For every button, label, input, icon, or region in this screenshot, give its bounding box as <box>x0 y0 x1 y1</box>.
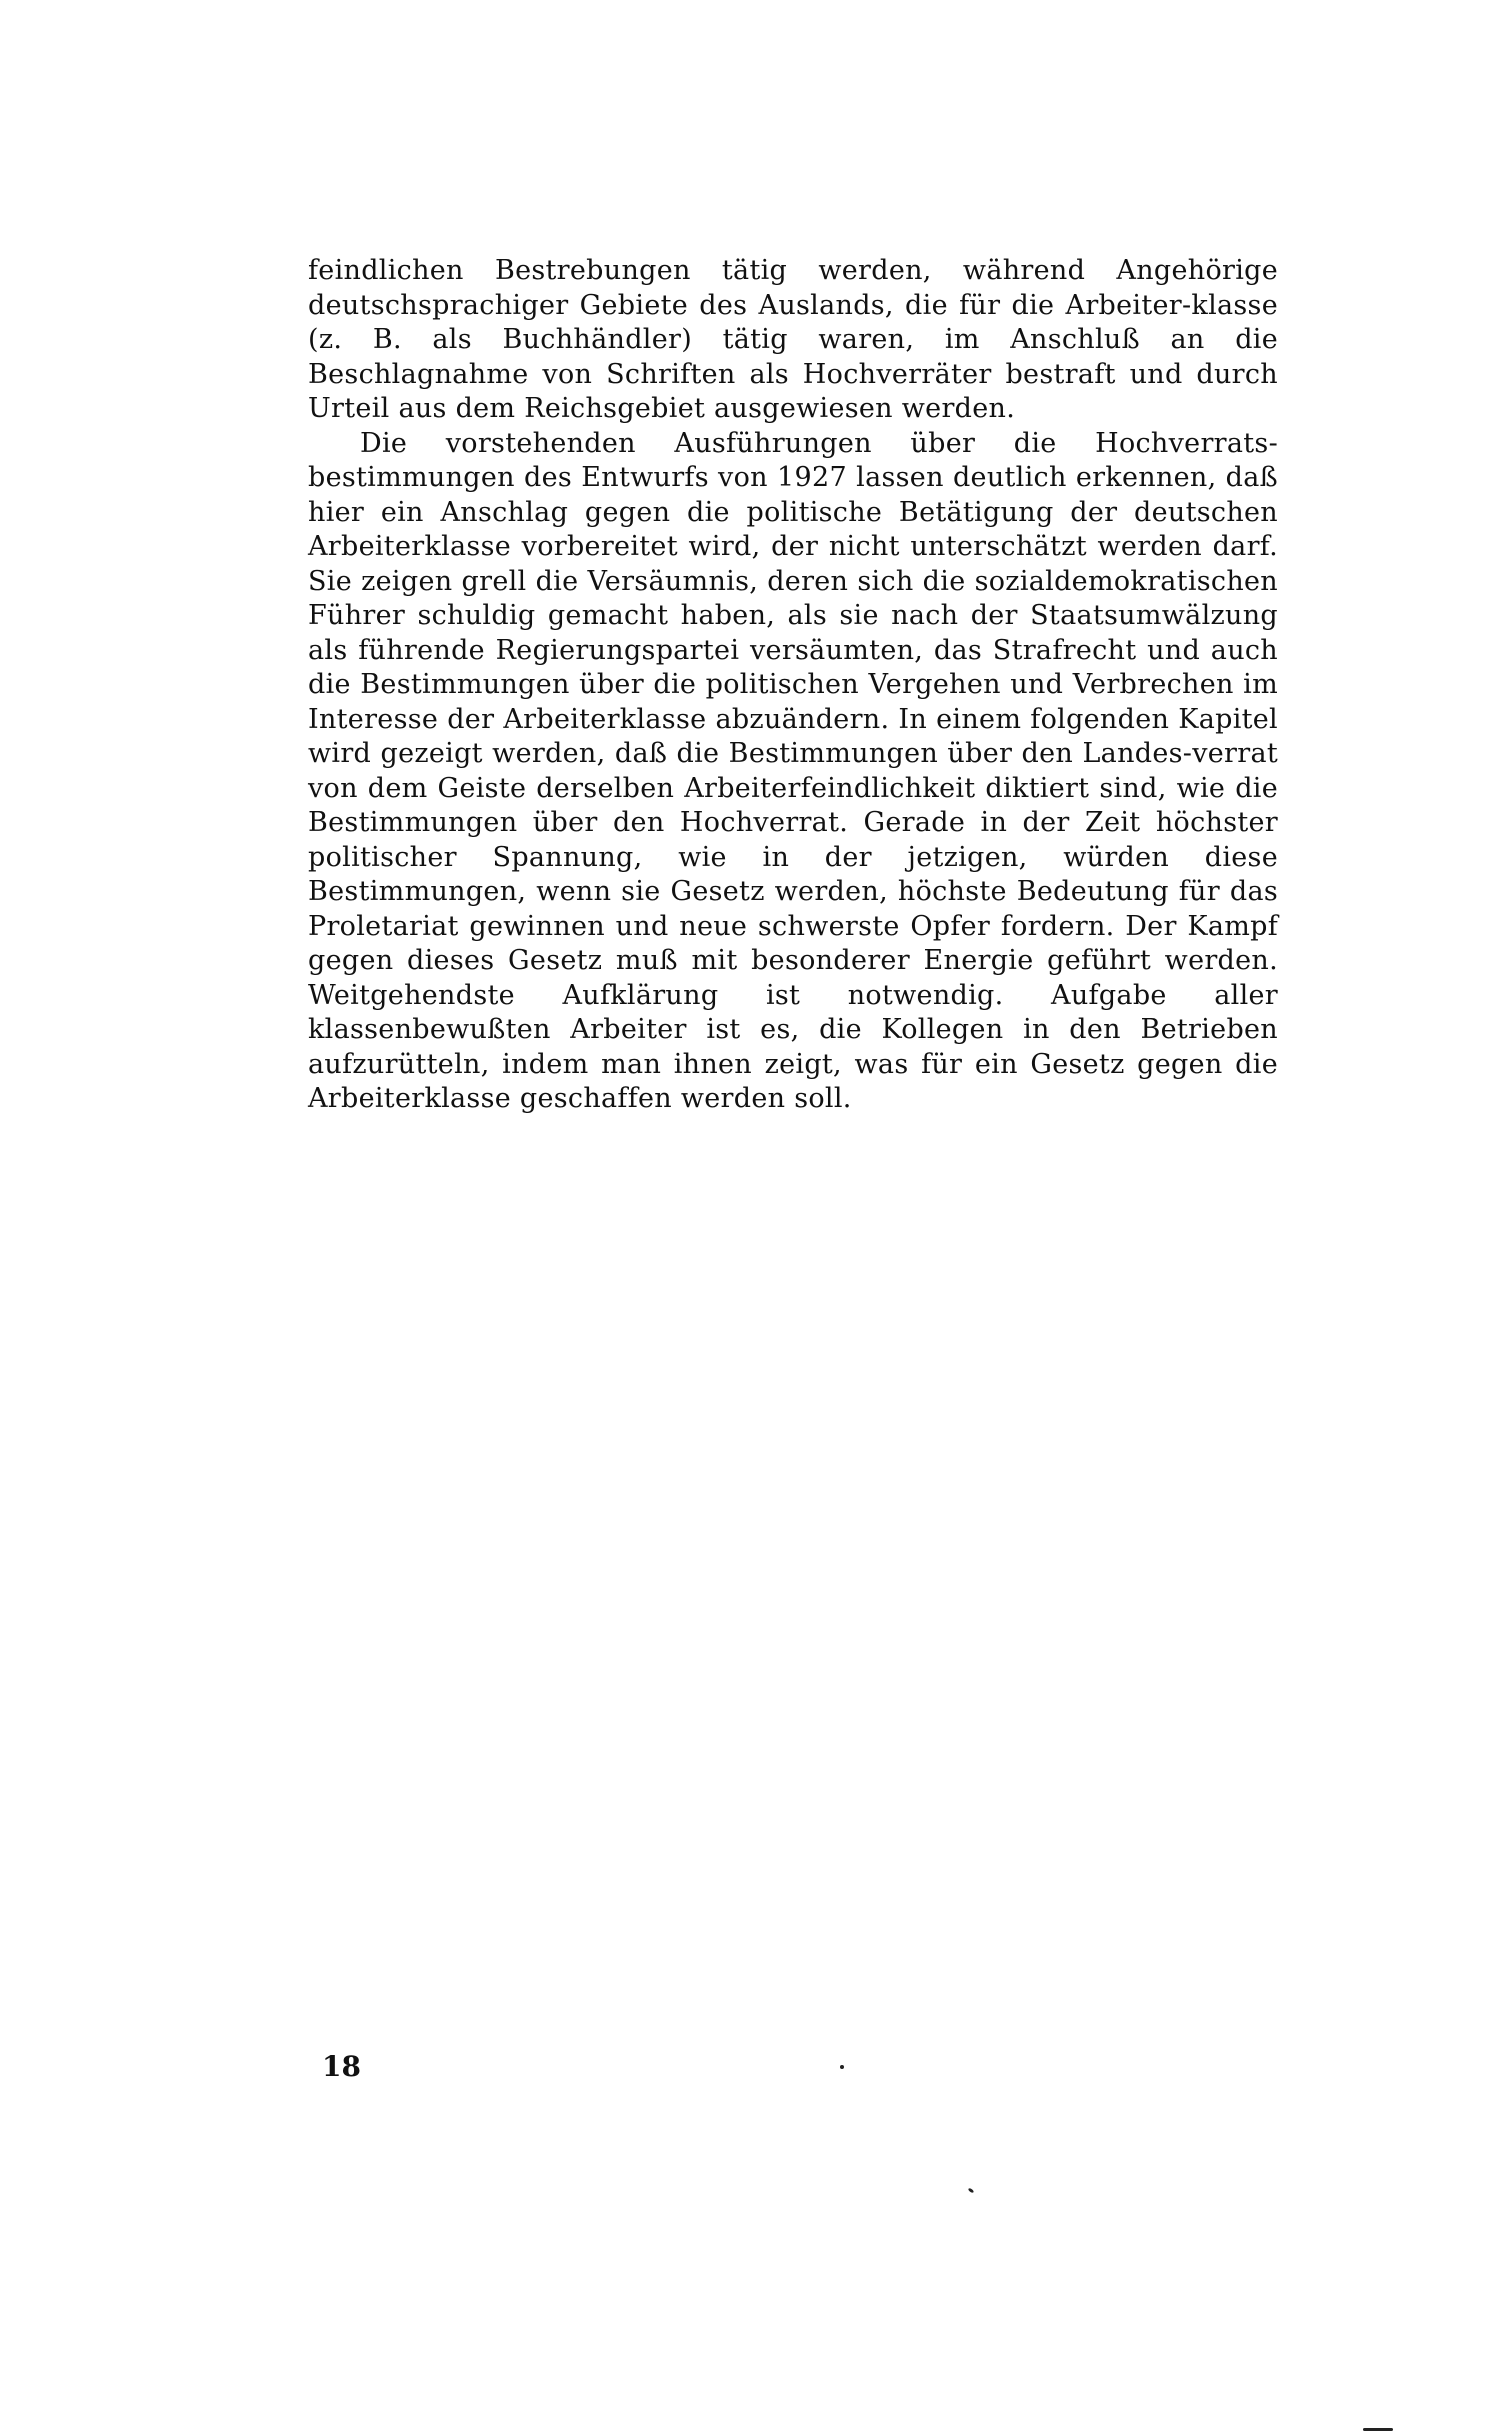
paragraph-continued: feindlichen Bestrebungen tätig werden, während Angehörige deutschsprachiger Gebiete des Auslands, die für die Arbeiter-klasse (z. B. als Buchhändler) tätig waren, im Anschluß an die Beschlagnahme von Schriften als Hochverräter bestraft und durch Urteil aus dem Reichsgebiet ausgewiesen werden. <box>308 255 1278 424</box>
scan-speck <box>840 2065 844 2069</box>
scan-mark <box>1363 2428 1393 2431</box>
page-number: 18 <box>322 2050 361 2083</box>
scan-speck <box>968 2188 975 2194</box>
body-text <box>308 254 1278 1117</box>
paragraph-main: Die vorstehenden Ausführungen über die Hochverrats-bestimmungen des Entwurfs von 1927 lassen deutlich erkennen, daß hier ein Anschlag gegen die politische Betätigung der deutschen Arbeiterklasse vorbereitet wird, der nicht unterschätzt werden darf. Sie zeigen grell die Versäumnis, deren sich die sozialdemokratischen Führer schuldig gemacht haben, als sie nach der Staatsumwälzung als führende Regierungspartei versäumten, das Strafrecht und auch die Bestimmungen über die politischen Vergehen und Verbrechen im Interesse der Arbeiterklasse abzuändern. In einem folgenden Kapitel wird gezeigt werden, daß die Bestimmungen über den Landes-verrat von dem Geiste derselben Arbeiterfeindlichkeit diktiert sind, wie die Bestimmungen über den Hochverrat. Gerade in der Zeit höchster politischer Spannung, wie in der jetzigen, würden diese Bestimmungen, wenn sie Gesetz werden, höchste Bedeutung für das Proletariat gewinnen und neue schwerste Opfer fordern. Der Kampf gegen dieses Gesetz muß mit besonderer Energie geführt werden. Weitgehendste Aufklärung ist notwendig. Aufgabe aller klassenbewußten Arbeiter ist es, die Kollegen in den Betrieben aufzurütteln, indem man ihnen zeigt, was für ein Gesetz gegen die Arbeiterklasse geschaffen werden soll. <box>308 427 1278 1114</box>
